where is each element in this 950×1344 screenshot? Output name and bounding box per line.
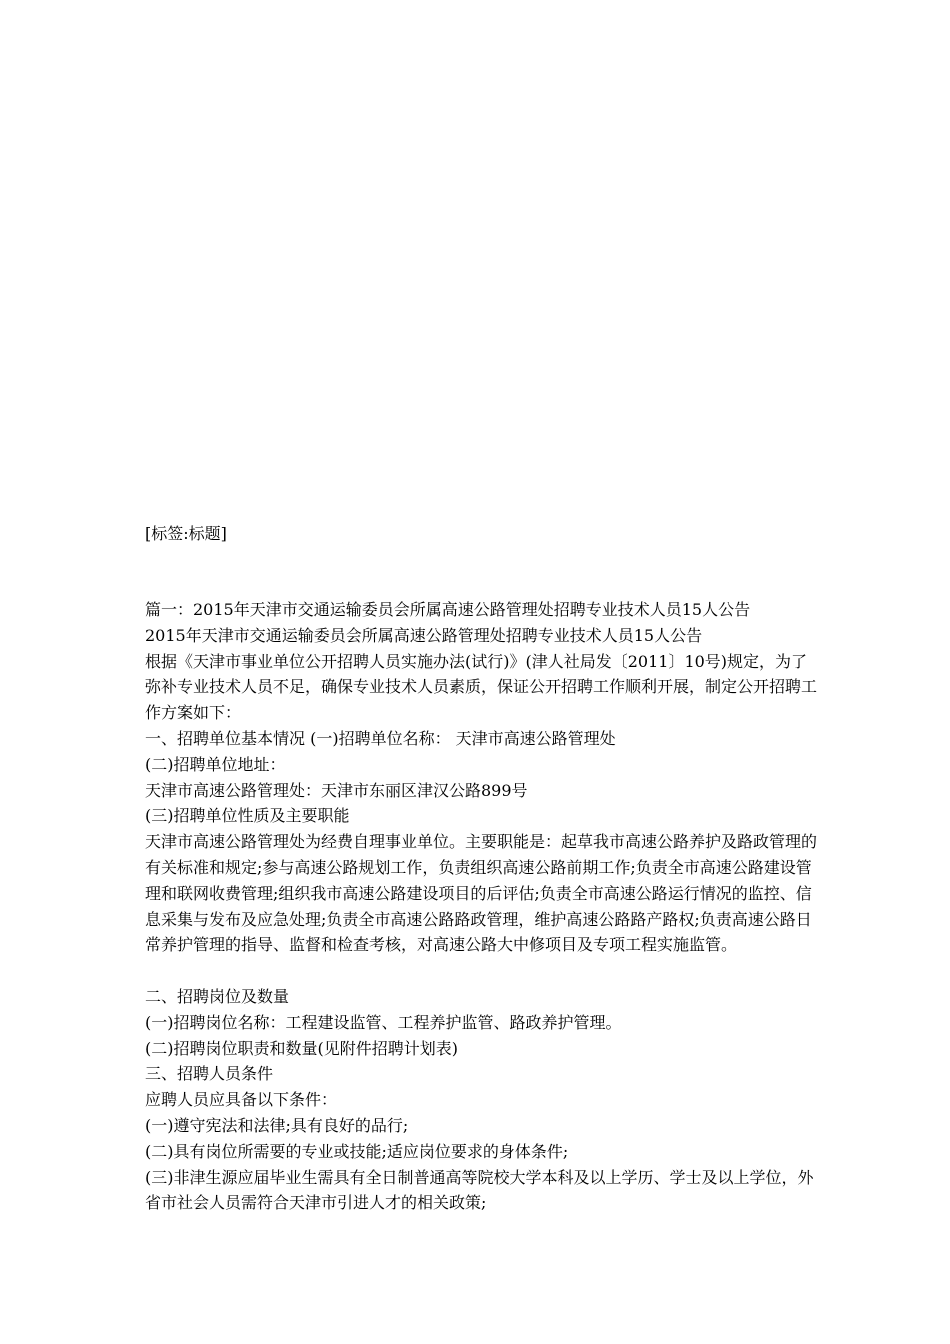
section-three-heading: 三、招聘人员条件 bbox=[145, 1064, 274, 1084]
paragraph-gap bbox=[145, 958, 820, 984]
section-one-heading: 一、招聘单位基本情况 (一)招聘单位名称： 天津市高速公路管理处 bbox=[145, 728, 616, 748]
conditions-intro: 应聘人员应具备以下条件： bbox=[145, 1090, 338, 1110]
article-heading: 篇一：2015年天津市交通运输委员会所属高速公路管理处招聘专业技术人员15人公告 bbox=[145, 600, 751, 619]
unit-nature-heading: (三)招聘单位性质及主要职能 bbox=[145, 806, 350, 826]
notice-title: 2015年天津市交通运输委员会所属高速公路管理处招聘专业技术人员15人公告 bbox=[145, 625, 703, 645]
position-duties: (二)招聘岗位职责和数量(见附件招聘计划表) bbox=[145, 1038, 458, 1058]
unit-address-label: (二)招聘单位地址： bbox=[145, 754, 286, 774]
condition-three: (三)非津生源应届毕业生需具有全日制普通高等院校大学本科及以上学历、学士及以上学位，外省市社会人员需符合天津市引进人才的相关政策; bbox=[145, 1167, 814, 1213]
section-two-heading: 二、招聘岗位及数量 bbox=[145, 986, 290, 1006]
position-names: (一)招聘岗位名称：工程建设监管、工程养护监管、路政养护管理。 bbox=[145, 1012, 622, 1032]
condition-one: (一)遵守宪法和法律;具有良好的品行; bbox=[145, 1115, 409, 1135]
unit-functions-paragraph: 天津市高速公路管理处为经费自理事业单位。主要职能是：起草我市高速公路养护及路政管理的有关标准和规定;参与高速公路规划工作，负责组织高速公路前期工作;负责全市高速公路建设管理和联网收费管理;组织我市高速公路建设项目的后评估;负责全市高速公路运行情况的监控、信息采集与发布及应急处理;负责全市高速公路路政管理，维护高速公路路产路权;负责高速公路日常养护管理的指导、监督和检查考核，对高速公路大中修项目及专项工程实施监管。 bbox=[145, 832, 818, 955]
condition-two: (二)具有岗位所需要的专业或技能;适应岗位要求的身体条件; bbox=[145, 1141, 569, 1161]
intro-paragraph: 根据《天津市事业单位公开招聘人员实施办法(试行)》(津人社局发〔2011〕10号)规定，为了弥补专业技术人员不足，确保专业技术人员素质，保证公开招聘工作顺利开展，制定公开招聘工作方案如下： bbox=[145, 651, 818, 723]
document-body bbox=[145, 597, 820, 1216]
unit-address: 天津市高速公路管理处：天津市东丽区津汉公路899号 bbox=[145, 780, 528, 800]
tag-label: [标签:标题] bbox=[145, 524, 227, 543]
